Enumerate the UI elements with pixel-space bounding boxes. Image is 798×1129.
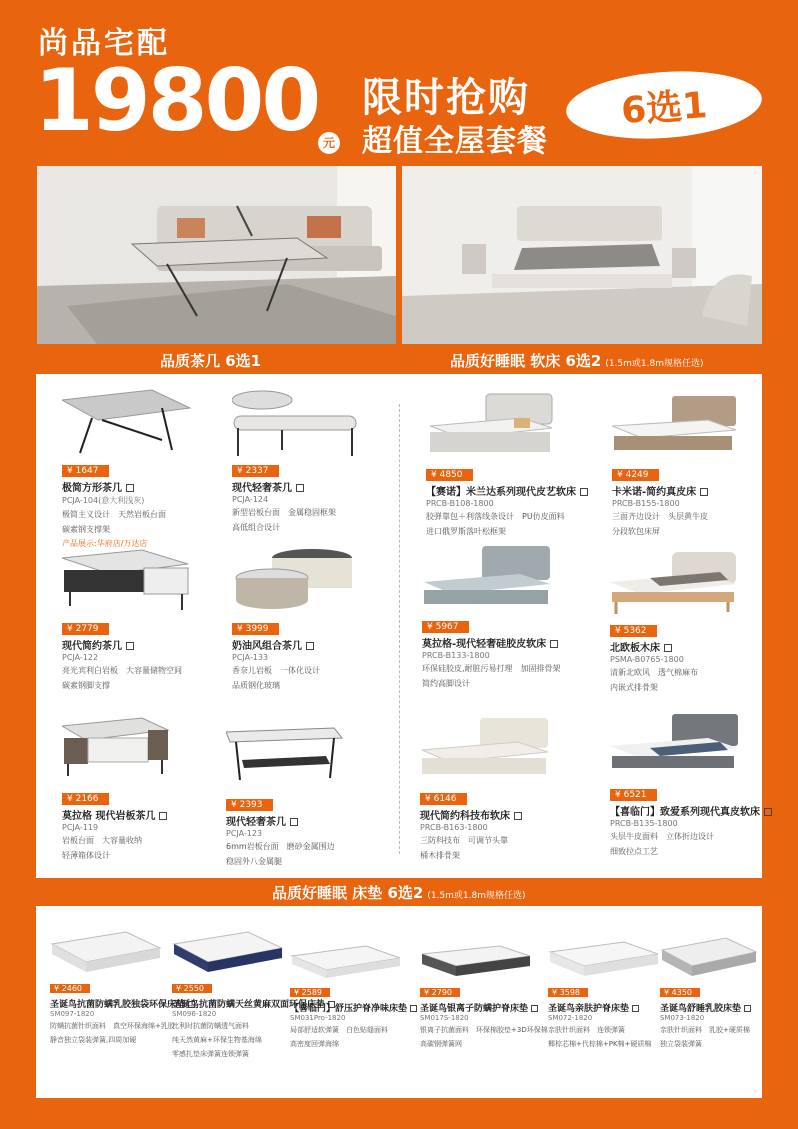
price-tag: ¥ 3999 [232,623,279,635]
product-code: SM017S-1820 [420,1014,469,1022]
bed-image [610,712,740,782]
product-name: 现代简约茶几 [62,641,122,652]
product-feature: 银离子抗菌面料 环保棉胶垫+3D环保棉 [420,1026,548,1034]
price-tag: ¥ 6146 [420,793,467,805]
product-feature: 桶木排骨架 [420,851,460,860]
product-name: 圣诞鸟抗菌防螨乳胶独袋环保床垫 [50,1000,186,1010]
bed-image [610,548,740,618]
coffee-table-card[interactable] [232,388,397,534]
select-checkbox[interactable] [306,642,314,650]
product-name: 现代简约科技布软床 [420,811,510,822]
select-checkbox[interactable] [764,808,772,816]
product-name: 现代轻奢茶几 [232,483,292,494]
product-name: 【喜临门】致爱系列现代真皮软床 [610,807,760,818]
product-name: 奶油风组合茶几 [232,641,302,652]
bed-image [420,716,550,786]
select-checkbox[interactable] [664,644,672,652]
product-feature: 三面齐边设计 头层黄牛皮 [612,512,708,521]
bedroom-photo [402,166,762,344]
product-feature: 稳固外八金属腿 [226,857,282,866]
product-feature: 防螨抗菌针织面料 真空环保海绵+乳胶 [50,1022,175,1030]
product-feature: 亲肤针织面料 乳胶+硬质棉 [660,1026,750,1034]
product-feature: 岩板台面 大容量收纳 [62,836,142,845]
coffee-table-image [226,722,356,792]
coffee-table-card[interactable] [62,716,227,862]
coffee-table-image [232,388,362,458]
product-code: PRCB-B133-1800 [422,651,490,660]
select-checkbox[interactable] [159,812,167,820]
bed-size-note: (1.5m或1.8m规格任选) [605,359,704,369]
product-code: SM072-1820 [548,1014,593,1022]
mattress-image [420,940,532,980]
mattress-image [172,924,284,976]
product-name: 现代轻奢茶几 [226,817,286,828]
product-feature: 细致拉点工艺 [610,847,658,856]
product-feature: 简约高脚设计 [422,679,470,688]
product-feature: 三防科技布 可调节头靠 [420,836,508,845]
choose-one-badge: 6选1 [564,65,764,145]
coffee-table-image [62,388,192,458]
product-feature: 静音独立袋装弹簧,四周加硬 [50,1036,137,1044]
coffee-table-image [232,546,362,616]
mattress-card[interactable] [50,924,186,1046]
coffee-table-section-title: 品质茶几 6选1 [160,352,262,370]
product-feature: 香奈儿岩板 一体化设计 [232,666,320,675]
price-tag: ¥ 4850 [426,469,473,481]
coffee-table-image [62,546,192,616]
product-feature: 内嵌式排骨架 [610,683,658,692]
coffee-table-card[interactable] [62,388,227,549]
coffee-table-card[interactable] [226,722,391,868]
product-code: PCJA-133 [232,653,269,662]
product-feature: 分段软包床屏 [612,527,660,536]
select-checkbox[interactable] [744,1005,751,1012]
product-feature: 高密度回弹海绵 [290,1040,339,1048]
select-checkbox[interactable] [580,488,588,496]
price-tag: ¥ 4249 [612,469,659,481]
product-code: SM073-1820 [660,1014,705,1022]
select-checkbox[interactable] [296,484,304,492]
promo-headline: 限时抢购 [362,75,530,121]
product-feature: 清新北欧风 透气棉麻布 [610,668,698,677]
bed-card[interactable] [612,392,777,538]
product-feature: 碳素钢脚支撑 [62,681,110,690]
product-feature: 纯天然黄麻+环保生物基海绵 [172,1036,262,1044]
column-divider [399,404,400,854]
price-tag: ¥ 1647 [62,465,109,477]
product-feature: 头层牛皮面料 立体折边设计 [610,832,714,841]
mattress-card[interactable] [660,932,780,1050]
price-tag: ¥ 2337 [232,465,279,477]
coffee-table-card[interactable] [62,546,227,692]
product-feature: 局部舒适软弹簧 白色贴缝面料 [290,1026,388,1034]
select-checkbox[interactable] [126,484,134,492]
coffee-table-image [62,716,192,786]
price-unit: 元 [318,132,340,154]
bed-card[interactable] [422,544,587,690]
price-tag: ¥ 4350 [660,988,700,997]
product-name: 极简方形茶几 [62,483,122,494]
product-feature: 亲肤针织面料 连锁弹簧 [548,1026,625,1034]
select-checkbox[interactable] [550,640,558,648]
product-code: PSMA-B0765-1800 [610,655,684,664]
package-price: 19800 [34,51,319,151]
product-code: PCJA-124 [232,495,269,504]
product-code: PRCB-B155-1800 [612,499,680,508]
product-feature: 高低组合设计 [232,523,280,532]
price-tag: ¥ 2460 [50,984,90,993]
product-feature: 品质钢化玻璃 [232,681,280,690]
price-tag: ¥ 2779 [62,623,109,635]
bed-card[interactable] [610,712,775,858]
price-tag: ¥ 2393 [226,799,273,811]
mattress-image [50,924,162,976]
mattress-image [660,932,758,980]
bed-card[interactable] [426,392,591,538]
select-checkbox[interactable] [514,812,522,820]
product-feature: 比利时抗菌防螨透气面料 [172,1022,249,1030]
mattress-size-note: (1.5m或1.8m规格任选) [427,891,526,901]
product-feature: 新型岩板台面 金属稳固框架 [232,508,336,517]
product-name: 卡米诺-简约真皮床 [612,487,697,498]
living-room-photo [37,166,396,344]
promo-subheadline: 超值全屋套餐 [362,124,548,159]
bed-image [612,392,742,462]
select-checkbox[interactable] [700,488,708,496]
product-name: 圣诞鸟舒睡乳胶床垫 [660,1004,742,1014]
bed-image [422,544,552,614]
price-tag: ¥ 2790 [420,988,460,997]
price-tag: ¥ 2166 [62,793,109,805]
select-checkbox[interactable] [531,1005,538,1012]
bed-card[interactable] [610,548,775,694]
select-checkbox[interactable] [126,642,134,650]
product-name: 北欧板木床 [610,643,660,654]
price-tag: ¥ 2550 [172,984,212,993]
bed-section-title: 品质好睡眠 软床 6选2 (1.5m或1.8m规格任选) [450,352,704,370]
select-checkbox[interactable] [290,818,298,826]
product-name: 【赛诺】米兰达系列现代皮艺软床 [426,487,576,498]
mattress-card[interactable] [420,940,548,1050]
mattress-image [290,940,402,980]
product-code: PCJA-119 [62,823,99,832]
product-feature: 高碳钢弹簧网 [420,1040,462,1048]
mattress-section-title: 品质好睡眠 床垫 6选2 (1.5m或1.8m规格任选) [272,884,526,902]
price-tag: ¥ 6521 [610,789,657,801]
product-name: 莫拉格-现代轻奢硅胶皮软床 [422,639,547,650]
product-feature: 亮光宾利白岩板 大容量储物空间 [62,666,182,675]
product-feature: 独立袋装弹簧 [660,1040,702,1048]
product-name: 圣诞鸟银离子防螨护脊床垫 [420,1004,529,1014]
bed-image [426,392,556,462]
product-feature: 零感扎垫床弹簧连锁弹簧 [172,1050,249,1058]
mattress-image [548,936,660,980]
select-checkbox[interactable] [632,1005,639,1012]
price-tag: ¥ 3598 [548,988,588,997]
product-feature: 环保硅胶皮,耐脏污易打理 加固排骨架 [422,664,561,673]
coffee-table-card[interactable] [232,546,397,692]
product-name: 【喜临门】舒压护脊净味床垫 [290,1004,408,1014]
product-code: PCJA-104(意大利浅灰) [62,496,145,505]
product-feature: 极简主义设计 天然岩板台面 [62,510,166,519]
product-code: PCJA-122 [62,653,99,662]
product-code: PRCB-B135-1800 [610,819,678,828]
bed-card[interactable] [420,716,585,862]
product-name: 圣诞鸟亲肤护脊床垫 [548,1004,630,1014]
product-code: PRCB-B163-1800 [420,823,488,832]
price-tag: ¥ 5362 [610,625,657,637]
product-code: PRCB-B108-1800 [426,499,494,508]
select-checkbox[interactable] [410,1005,417,1012]
product-code: PCJA-123 [226,829,263,838]
price-tag: ¥ 5967 [422,621,469,633]
product-feature: 6mm岩板台面 磨砂金属围边 [226,842,335,851]
product-name: 圣诞鸟抗菌防螨天丝黄麻双面环保床垫 [172,1000,326,1010]
product-code: SM031Pro-1820 [290,1014,346,1022]
mattress-card[interactable] [290,940,410,1050]
showroom-note: 产品展示:华府店/万达店 [62,539,148,548]
product-code: SM096-1820 [172,1010,217,1018]
price-tag: ¥ 2589 [290,988,330,997]
mattress-card[interactable] [548,936,668,1050]
product-feature: 胶弹靠包＋利落线条设计 PU仿皮面料 [426,512,565,521]
product-feature: 碳素钢支撑架 [62,525,110,534]
product-name: 莫拉格 现代岩板茶几 [62,811,156,822]
product-code: SM097-1820 [50,1010,95,1018]
product-feature: 进口俄罗斯落叶松框架 [426,527,506,536]
product-feature: 椰棕芯棉+代棕棉+PK棉+硬质棉 [548,1040,652,1048]
brand-title: 尚品宅配 [38,26,170,61]
product-feature: 轻薄箱体设计 [62,851,110,860]
